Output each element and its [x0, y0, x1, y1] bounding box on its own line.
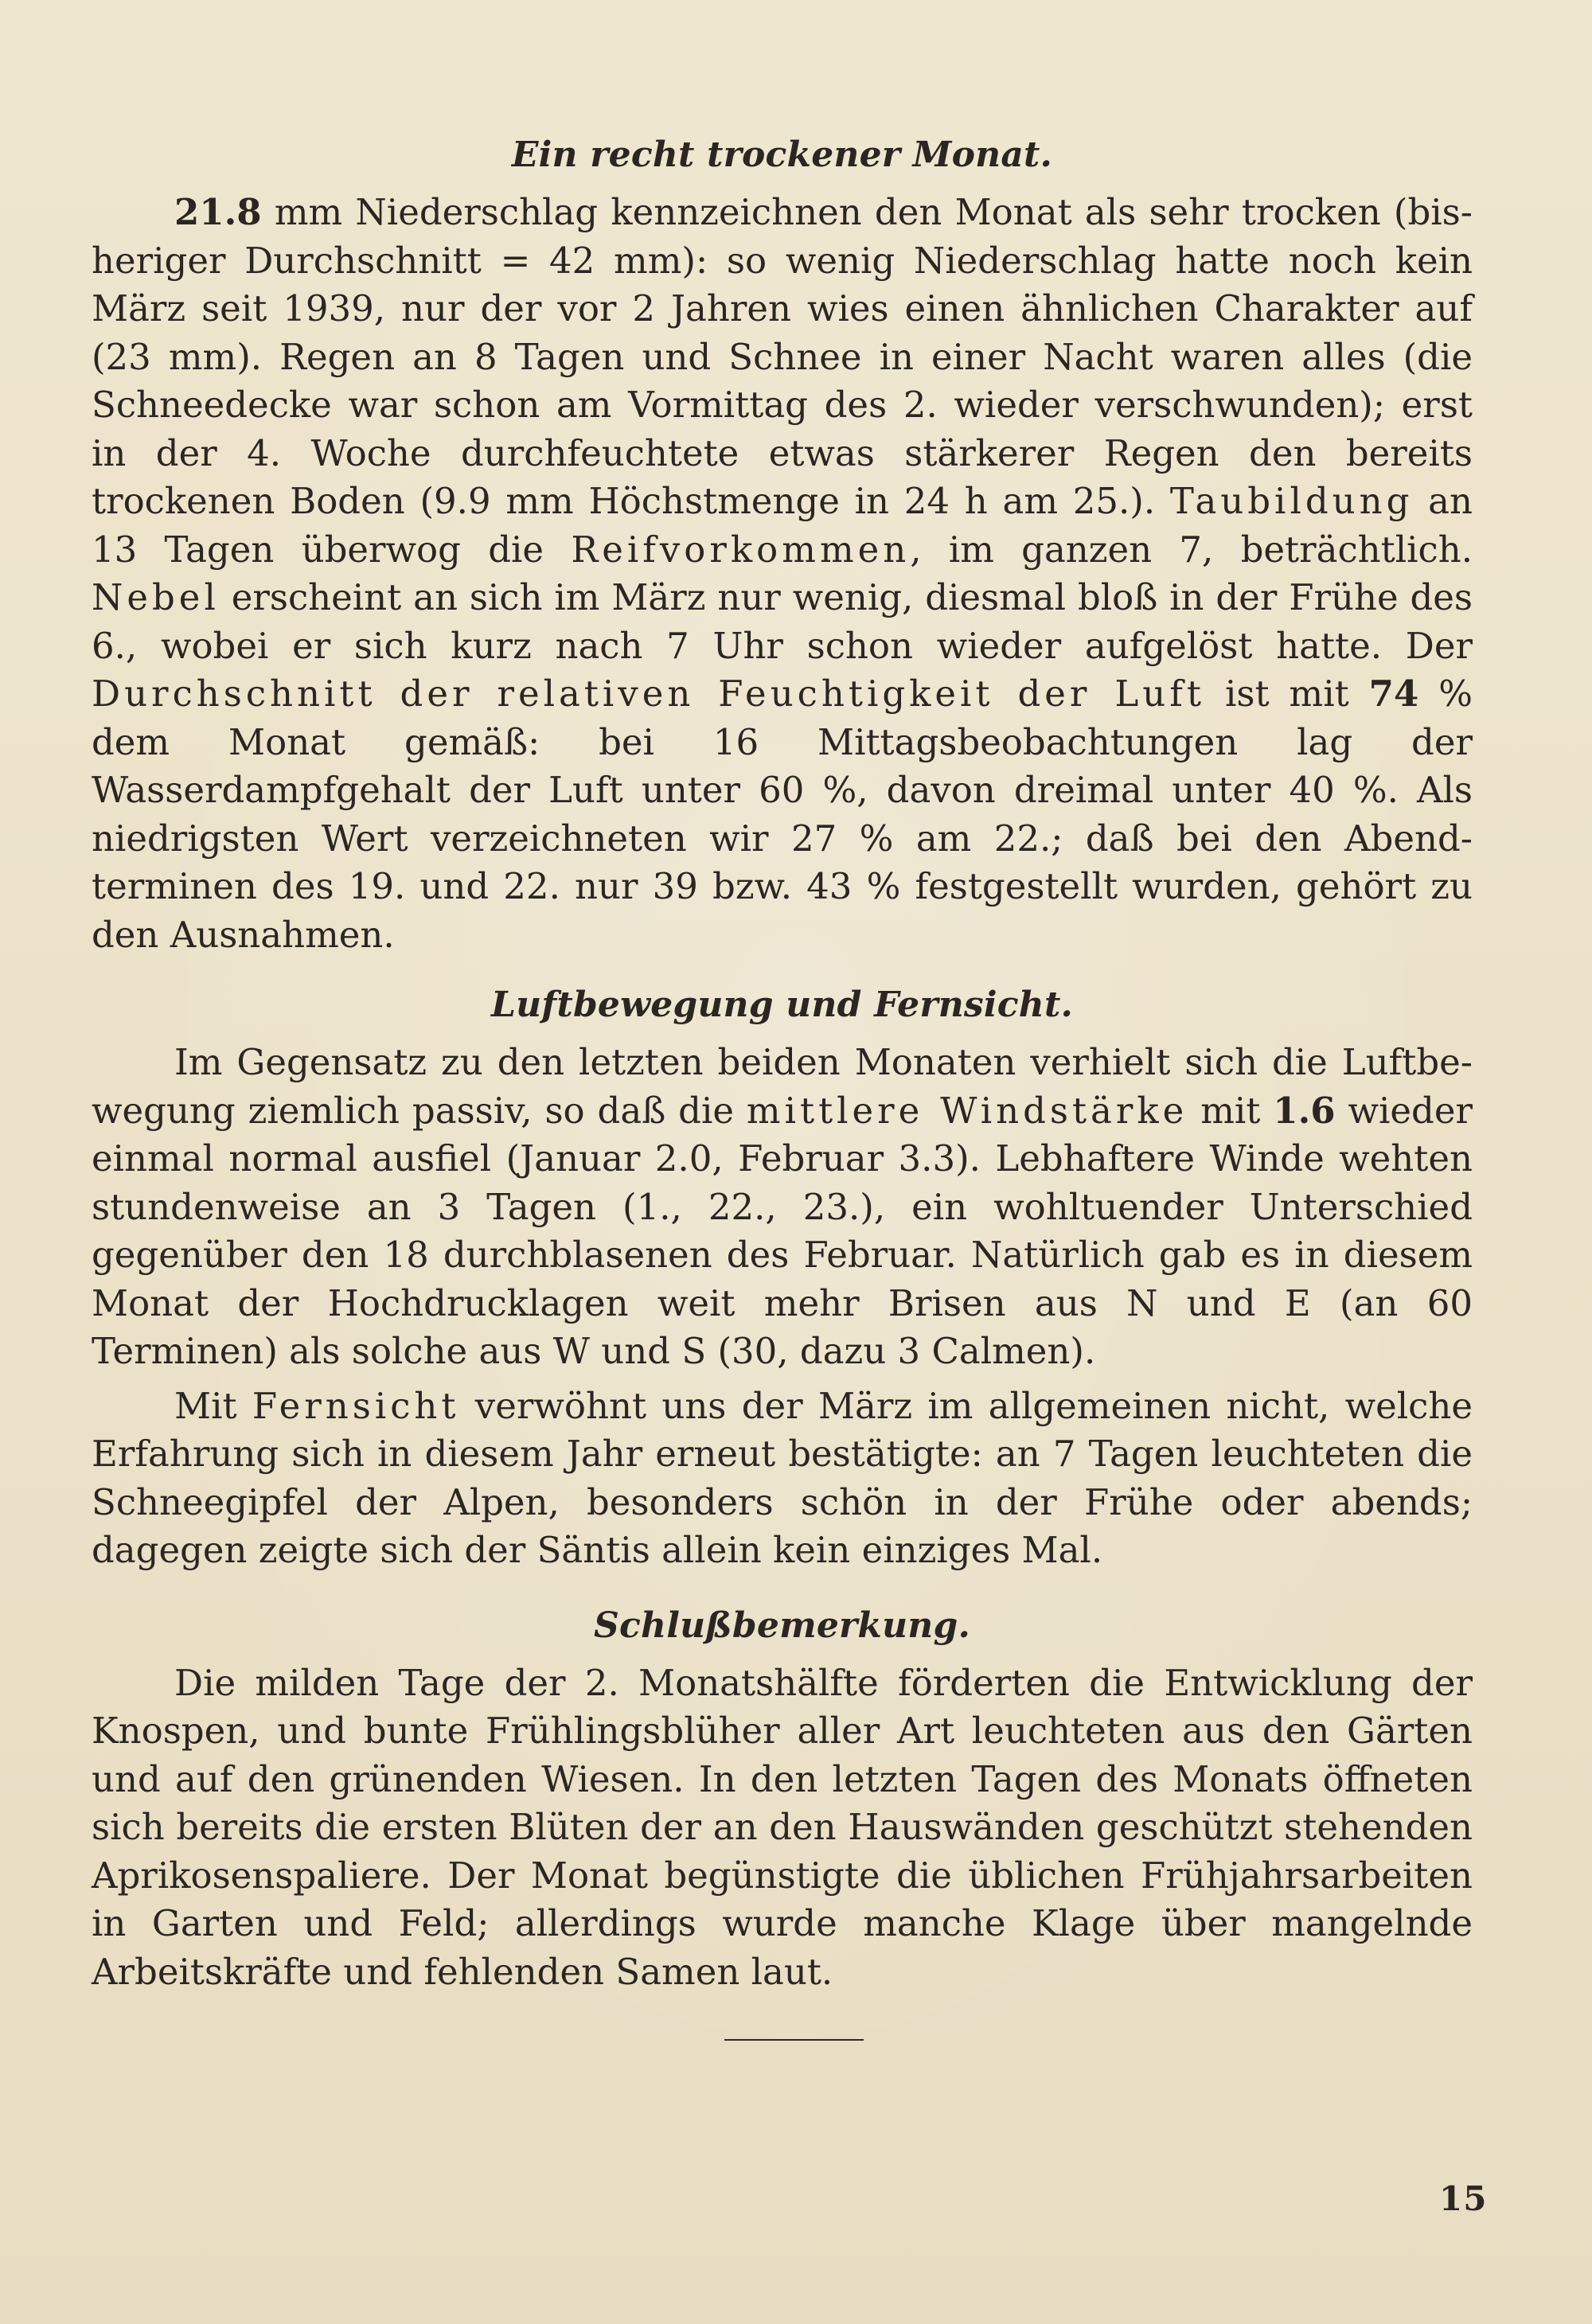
paragraph-text: Im Gegensatz zu den letzten beiden Monaten verhielt sich die Luftbewegung ziemlich passiv, so daß die: [92, 1041, 1473, 1132]
paragraph-text: verwöhnt uns der März im allgemeinen nicht, welche Erfahrung sich in diesem Jahr erneut bestätigte: an 7 Tagen leuchteten die Schneegipfel der Alpen, besonders schön in der Frühe oder abends; dagegen zeigte sich der Säntis allein kein einziges Mal.: [92, 1384, 1473, 1571]
section-heading-closing-remark: Schlußbemerkung.: [594, 1605, 970, 1646]
precipitation-value: 21.8: [174, 191, 262, 233]
humidity-value: 74: [1368, 673, 1419, 715]
paragraph-text: erscheint an sich im März nur wenig, diesmal bloß in der Frühe des 6., wobei er sich kurz nach 7 Uhr schon wieder aufgelöst hatte. Der: [92, 576, 1473, 667]
text-column: [92, 131, 1473, 1996]
paragraph-text: , im ganzen 7, beträchtlich.: [910, 528, 1473, 571]
paragraph-text: an 13 Tagen überwog die: [92, 480, 1473, 571]
paragraph-visibility: [92, 1382, 1473, 1575]
page-number: 15: [1439, 2179, 1488, 2218]
section-end-rule: [724, 2039, 864, 2041]
spaced-term-fog: Nebel: [92, 576, 220, 618]
spaced-term-frost: Reifvorkommen: [571, 528, 911, 571]
paragraph-text: wieder einmal normal ausfiel (Januar 2.0, Februar 3.3). Lebhaftere Winde wehten stundenweise an 3 Tagen (1., 22., 23.), ein wohltuender Unterschied gegenüber den 18 durchblasenen des Februar. Natürlich gab es in diesem Monat der Hochdrucklagen weit mehr Brisen aus N und E (an 60 Terminen) als solche aus W und S (30, dazu 3 Calmen).: [92, 1089, 1473, 1372]
paragraph-closing: Die milden Tage der 2. Monatshälfte förderten die Entwicklung der Knospen, und bunte Frühlingsblüher aller Art leuchteten aus den Gärten und auf den grünenden Wiesen. In den letzten Tagen des Monats öffneten sich bereits die ersten Blüten der an den Hauswänden geschützt stehenden Aprikosenspaliere. Der Monat begünstigte die üblichen Frühjahrsarbeiten in Garten und Feld; allerdings wurde manche Klage über mangelnde Arbeitskräfte und fehlenden Samen laut.: [92, 1661, 1473, 1993]
spaced-term-wind-strength: mittlere Windstärke: [746, 1089, 1188, 1132]
paragraph-text: mit: [1188, 1089, 1274, 1132]
wind-strength-value: 1.6: [1273, 1089, 1336, 1132]
section-heading-wind-visibility: Luftbewegung und Fernsicht.: [490, 985, 1073, 1025]
section-heading-dry-month: Ein recht trockener Monat.: [511, 135, 1053, 175]
paragraph-text: mm Niederschlag kennzeichnen den Monat als sehr trocken (bisheriger Durchschnitt = 42 mm): so wenig Niederschlag hatte noch kein März seit 1939, nur der vor 2 Jahren wies einen ähnlichen Charakter auf (23 mm). Regen an 8 Tagen und Schnee in einer Nacht waren alles (die Schneedecke war schon am Vormittag des 2. wieder verschwunden); erst in der 4. Woche durchfeuchtete etwas stärkerer Regen den bereits trockenen Boden (9.9 mm Höchstmenge in 24 h am 25.).: [92, 191, 1473, 522]
paragraph-wind: [92, 1039, 1473, 1376]
spaced-term-humidity: Durchschnitt der relativen Feuchtigkeit der Luft: [92, 673, 1206, 715]
spaced-term-visibility: Fernsicht: [252, 1384, 460, 1427]
paragraph-text: Mit: [174, 1384, 252, 1427]
paragraph-text: ist mit: [1205, 673, 1369, 715]
spaced-term-dew: Taubildung: [1169, 480, 1414, 522]
paragraph-text: % dem Monat gemäß: bei 16 Mittagsbeobachtungen lag der Wasserdampfgehalt der Luft unter 60 %, davon dreimal unter 40 %. Als niedrigsten Wert verzeichneten wir 27 % am 22.; daß bei den Abendterminen des 19. und 22. nur 39 bzw. 43 % festgestellt wurden, gehört zu den Ausnahmen.: [92, 673, 1473, 956]
paragraph-precipitation: [92, 189, 1473, 959]
